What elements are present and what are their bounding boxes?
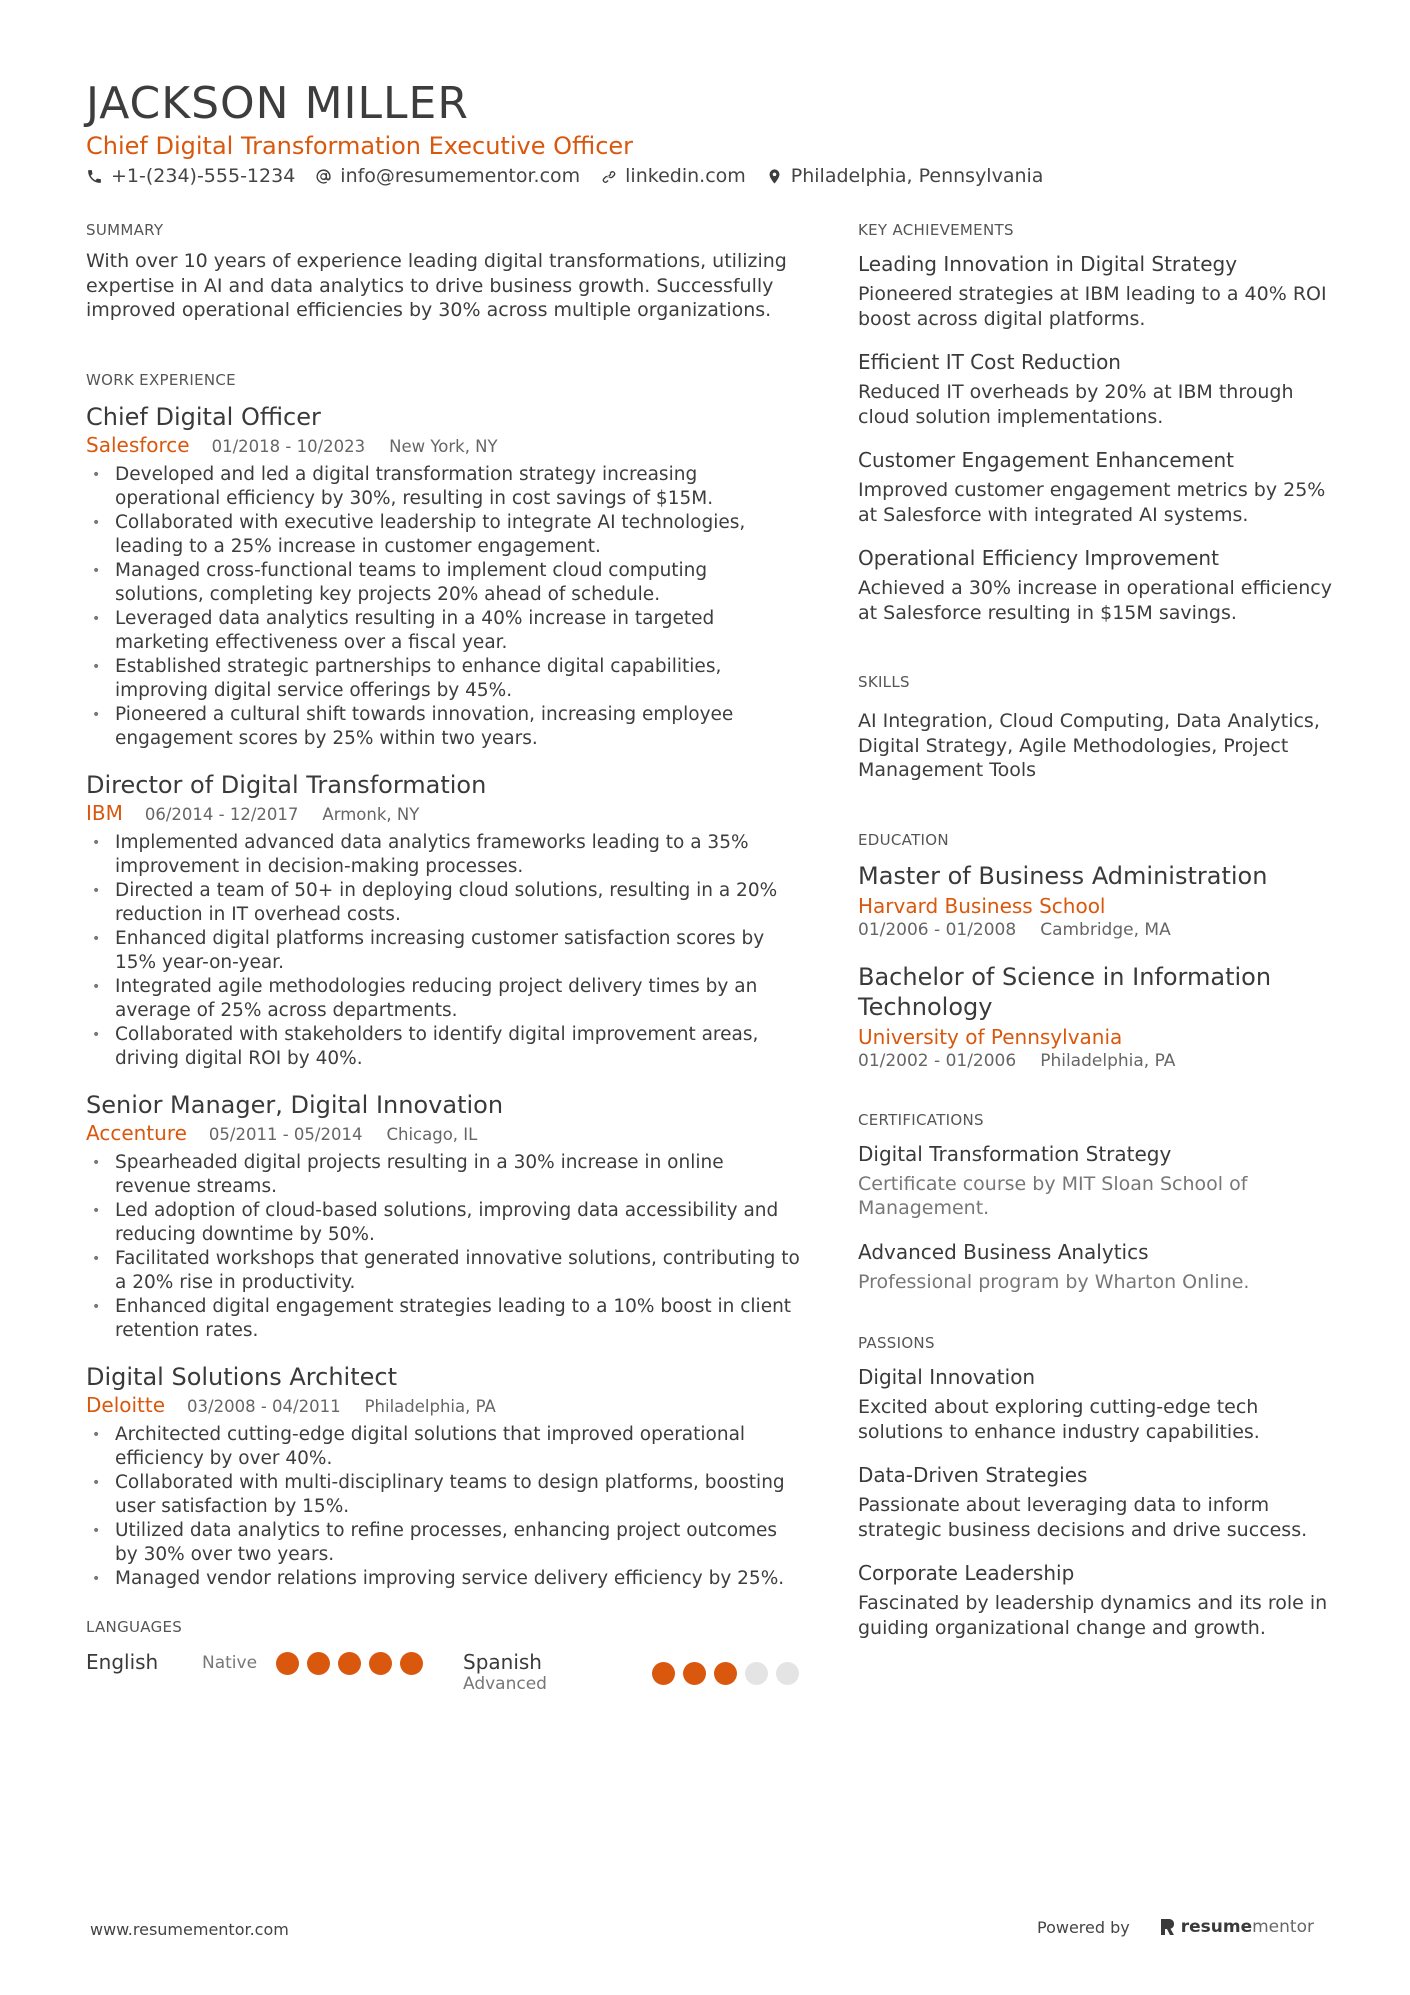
job-company: Salesforce bbox=[86, 432, 190, 457]
at-icon bbox=[315, 168, 332, 185]
rating-dot-filled bbox=[307, 1652, 330, 1675]
job-bullet: • Architected cutting-edge digital solutions that improved operational efficiency by over 40%. bbox=[86, 1423, 800, 1471]
achievement-text: Improved customer engagement metrics by 25% at Salesforce with integrated AI systems. bbox=[858, 479, 1326, 526]
job-bullet: • Led adoption of cloud-based solutions, improving data accessibility and reducing downtime by 50%. bbox=[86, 1199, 800, 1247]
achievement-text: Achieved a 30% increase in operational efficiency at Salesforce resulting in $15M savings. bbox=[858, 577, 1332, 624]
rating-dot-filled bbox=[338, 1652, 361, 1675]
job-dates: 03/2008 - 04/2011 bbox=[187, 1396, 341, 1416]
contact-linkedin[interactable] bbox=[600, 165, 746, 187]
achievement-title: Operational Efficiency Improvement bbox=[858, 546, 1219, 570]
job-bullets bbox=[86, 1151, 800, 1343]
skills-text: AI Integration, Cloud Computing, Data Analytics, Digital Strategy, Agile Methodologies, Project Management Tools bbox=[858, 710, 1320, 781]
achievement-item bbox=[858, 349, 1332, 429]
certifications-heading: CERTIFICATIONS bbox=[858, 1110, 984, 1129]
passions-heading: PASSIONS bbox=[858, 1334, 935, 1352]
education-item bbox=[858, 962, 1332, 1071]
certification-item bbox=[858, 1239, 1332, 1295]
brand-logo[interactable] bbox=[1160, 1917, 1314, 1937]
job-bullet: • Facilitated workshops that generated innovative solutions, contributing to a 20% rise in productivity. bbox=[86, 1247, 800, 1295]
rating-dot-filled bbox=[400, 1652, 423, 1675]
job-bullet: • Directed a team of 50+ in deploying cloud solutions, resulting in a 20% reduction in IT overhead costs. bbox=[86, 879, 800, 927]
passion-item bbox=[858, 1462, 1332, 1542]
candidate-name: JACKSON MILLER bbox=[86, 78, 469, 129]
education-degree: Bachelor of Science in Information Technology bbox=[858, 962, 1272, 1021]
job-bullet: • Collaborated with stakeholders to identify digital improvement areas, driving digital ROI by 40%. bbox=[86, 1023, 800, 1071]
language-item bbox=[463, 1650, 547, 1694]
passion-title: Data-Driven Strategies bbox=[858, 1463, 1088, 1487]
rating-dot-filled bbox=[276, 1652, 299, 1675]
job-location: Armonk, NY bbox=[322, 804, 420, 824]
certification-item bbox=[858, 1141, 1332, 1221]
job-entry bbox=[86, 1362, 800, 1591]
passion-item bbox=[858, 1364, 1332, 1444]
rating-dot-filled bbox=[369, 1652, 392, 1675]
location-pin-icon bbox=[766, 168, 783, 185]
job-location: New York, NY bbox=[389, 436, 498, 456]
rating-dot-filled bbox=[683, 1662, 706, 1685]
link-icon bbox=[600, 168, 617, 185]
rating-dot-filled bbox=[652, 1662, 675, 1685]
achievement-text: Reduced IT overheads by 20% at IBM through cloud solution implementations. bbox=[858, 381, 1294, 428]
resumementor-logo-icon bbox=[1160, 1918, 1175, 1936]
education-location: Cambridge, MA bbox=[1040, 919, 1171, 940]
footer-website-link[interactable]: www.resumementor.com bbox=[90, 1920, 289, 1939]
achievement-title: Efficient IT Cost Reduction bbox=[858, 350, 1121, 374]
certification-title: Digital Transformation Strategy bbox=[858, 1141, 1172, 1166]
job-meta bbox=[86, 1393, 800, 1417]
achievement-item bbox=[858, 447, 1332, 527]
job-meta bbox=[86, 801, 800, 825]
footer-powered-by bbox=[1037, 1917, 1314, 1937]
job-bullet: • Enhanced digital engagement strategies leading to a 10% boost in client retention rates. bbox=[86, 1295, 800, 1343]
job-bullet: • Developed and led a digital transformation strategy increasing operational efficiency by 30%, resulting in cost savings of $15M. bbox=[86, 463, 800, 511]
phone-icon bbox=[86, 168, 103, 185]
contact-bar bbox=[86, 165, 1063, 187]
passion-item bbox=[858, 1560, 1332, 1640]
job-bullet: • Pioneered a cultural shift towards innovation, increasing employee engagement scores by 25% within two years. bbox=[86, 703, 800, 751]
job-bullet: • Collaborated with multi-disciplinary teams to design platforms, boosting user satisfaction by 15%. bbox=[86, 1471, 800, 1519]
achievement-text: Pioneered strategies at IBM leading to a 40% ROI boost across digital platforms. bbox=[858, 283, 1327, 330]
job-company: Deloitte bbox=[86, 1392, 166, 1417]
education-meta bbox=[858, 1051, 1332, 1071]
contact-email[interactable] bbox=[315, 165, 580, 187]
education-dates: 01/2006 - 01/2008 bbox=[858, 919, 1017, 940]
education-school: University of Pennsylvania bbox=[858, 1024, 1123, 1049]
job-bullet: • Implemented advanced data analytics frameworks leading to a 35% improvement in decision-making processes. bbox=[86, 831, 800, 879]
contact-location bbox=[766, 165, 1044, 187]
job-bullet: • Enhanced digital platforms increasing customer satisfaction scores by 15% year-on-year. bbox=[86, 927, 800, 975]
education-section bbox=[858, 831, 1332, 1071]
job-bullet: • Integrated agile methodologies reducing project delivery times by an average of 25% across departments. bbox=[86, 975, 800, 1023]
rating-dot-empty bbox=[745, 1662, 768, 1685]
language-name: Spanish bbox=[463, 1649, 542, 1674]
education-location: Philadelphia, PA bbox=[1040, 1050, 1176, 1071]
job-title: Digital Solutions Architect bbox=[86, 1362, 397, 1391]
right-column bbox=[858, 221, 1332, 1688]
job-bullets bbox=[86, 1423, 800, 1591]
education-heading: EDUCATION bbox=[858, 830, 949, 849]
education-item bbox=[858, 861, 1332, 940]
job-entry bbox=[86, 770, 800, 1071]
left-column bbox=[86, 221, 800, 1700]
contact-phone[interactable] bbox=[86, 165, 295, 187]
certification-title: Advanced Business Analytics bbox=[858, 1239, 1149, 1264]
job-bullet: • Managed cross-functional teams to implement cloud computing solutions, completing key projects 20% ahead of schedule. bbox=[86, 559, 800, 607]
job-dates: 01/2018 - 10/2023 bbox=[211, 436, 366, 456]
rating-dot-empty bbox=[776, 1662, 799, 1685]
language-level: Advanced bbox=[463, 1673, 547, 1694]
achievements-heading: KEY ACHIEVEMENTS bbox=[858, 221, 1014, 239]
powered-by-label: Powered by bbox=[1037, 1917, 1130, 1937]
achievement-title: Leading Innovation in Digital Strategy bbox=[858, 252, 1238, 276]
phone-text: +1-(234)-555-1234 bbox=[111, 165, 296, 187]
language-rating bbox=[652, 1662, 807, 1685]
job-meta bbox=[86, 1121, 800, 1145]
email-text: info@resumementor.com bbox=[340, 165, 581, 187]
job-location: Philadelphia, PA bbox=[364, 1396, 496, 1416]
achievements-section bbox=[858, 221, 1332, 625]
job-title: Director of Digital Transformation bbox=[86, 770, 487, 799]
passion-text: Excited about exploring cutting-edge tech solutions to enhance industry capabilities. bbox=[858, 1396, 1260, 1443]
skills-section bbox=[858, 673, 1332, 783]
job-bullet: • Utilized data analytics to refine processes, enhancing project outcomes by 30% over two years. bbox=[86, 1519, 800, 1567]
job-title: Senior Manager, Digital Innovation bbox=[86, 1090, 504, 1119]
linkedin-text: linkedin.com bbox=[625, 165, 746, 187]
rating-dot-filled bbox=[714, 1662, 737, 1685]
job-bullet: • Established strategic partnerships to enhance digital capabilities, improving digital service offerings by 45%. bbox=[86, 655, 800, 703]
education-school: Harvard Business School bbox=[858, 893, 1106, 918]
work-experience-heading: WORK EXPERIENCE bbox=[86, 370, 236, 389]
language-level: Native bbox=[202, 1652, 258, 1673]
language-rating bbox=[276, 1652, 431, 1675]
job-bullet: • Managed vendor relations improving service delivery efficiency by 25%. bbox=[86, 1567, 800, 1591]
job-company: Accenture bbox=[86, 1120, 187, 1145]
achievement-title: Customer Engagement Enhancement bbox=[858, 448, 1234, 472]
job-bullets bbox=[86, 831, 800, 1071]
languages-list bbox=[86, 1650, 800, 1700]
job-bullets bbox=[86, 463, 800, 751]
education-dates: 01/2002 - 01/2006 bbox=[858, 1050, 1017, 1071]
candidate-headline: Chief Digital Transformation Executive Officer bbox=[86, 132, 634, 160]
job-dates: 06/2014 - 12/2017 bbox=[144, 804, 299, 824]
job-bullet: • Leveraged data analytics resulting in a 40% increase in targeted marketing effectiveness over a fiscal year. bbox=[86, 607, 800, 655]
passions-section bbox=[858, 1334, 1332, 1640]
certification-text: Certificate course by MIT Sloan School of Management. bbox=[858, 1172, 1248, 1219]
job-title: Chief Digital Officer bbox=[86, 402, 321, 431]
language-level-wrap bbox=[202, 1653, 257, 1673]
job-bullet: • Collaborated with executive leadership to integrate AI technologies, leading to a 25% increase in customer engagement. bbox=[86, 511, 800, 559]
achievement-item bbox=[858, 251, 1332, 331]
job-entry bbox=[86, 402, 800, 751]
summary-text: With over 10 years of experience leading digital transformations, utilizing expertise in AI and data analytics to drive business growth. Successfully improved operational efficiencies by 30% across multiple organizations. bbox=[86, 250, 787, 321]
job-company: IBM bbox=[86, 800, 123, 825]
job-meta bbox=[86, 433, 800, 457]
skills-heading: SKILLS bbox=[858, 673, 910, 691]
education-degree: Master of Business Administration bbox=[858, 861, 1268, 890]
education-meta bbox=[858, 920, 1332, 940]
job-dates: 05/2011 - 05/2014 bbox=[208, 1124, 363, 1144]
job-location: Chicago, IL bbox=[386, 1124, 478, 1144]
job-bullet: • Spearheaded digital projects resulting in a 30% increase in online revenue streams. bbox=[86, 1151, 800, 1199]
achievement-item bbox=[858, 545, 1332, 625]
passion-title: Digital Innovation bbox=[858, 1365, 1036, 1389]
job-entry bbox=[86, 1090, 800, 1343]
summary-heading: SUMMARY bbox=[86, 221, 164, 239]
language-item bbox=[86, 1650, 158, 1674]
passion-text: Passionate about leveraging data to inform strategic business decisions and drive success. bbox=[858, 1494, 1308, 1541]
passion-title: Corporate Leadership bbox=[858, 1561, 1075, 1585]
language-name: English bbox=[86, 1649, 159, 1674]
certifications-section bbox=[858, 1111, 1332, 1295]
brand-name-bold: resume bbox=[1180, 1917, 1253, 1937]
brand-name-light: mentor bbox=[1252, 1917, 1314, 1937]
location-text: Philadelphia, Pennsylvania bbox=[790, 165, 1044, 187]
passion-text: Fascinated by leadership dynamics and its role in guiding organizational change and growth. bbox=[858, 1592, 1328, 1639]
certification-text: Professional program by Wharton Online. bbox=[858, 1270, 1250, 1293]
languages-heading: LANGUAGES bbox=[86, 1617, 183, 1636]
